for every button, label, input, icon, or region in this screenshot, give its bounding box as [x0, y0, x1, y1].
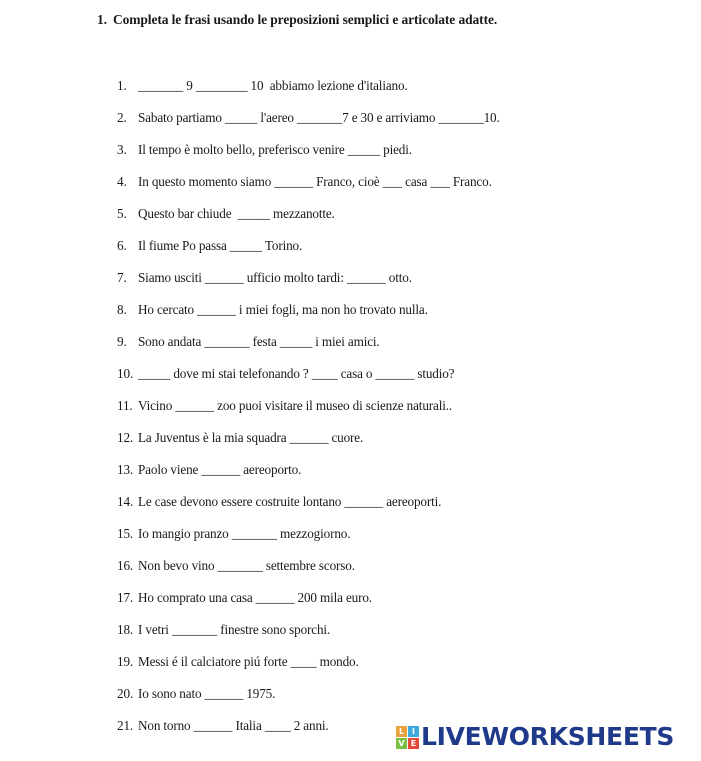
exercise-sentence: Il fiume Po passa _____ Torino.	[138, 238, 303, 253]
exercise-item	[117, 173, 500, 205]
exercise-item	[117, 397, 500, 429]
exercise-item	[117, 109, 500, 141]
exercise-sentence: Questo bar chiude _____ mezzanotte.	[138, 206, 335, 221]
exercise-number: 13.	[117, 462, 134, 477]
exercise-number: 20.	[117, 686, 134, 701]
exercise-sentence: Sabato partiamo _____ l'aereo _______7 e 30 e arriviamo _______10.	[138, 110, 500, 125]
exercise-number: 7.	[117, 270, 127, 285]
exercise-sentence: Paolo viene ______ aereoporto.	[138, 462, 302, 477]
exercise-sentence: Messi é il calciatore piú forte ____ mondo.	[138, 654, 359, 669]
exercise-item	[117, 365, 500, 397]
exercise-item	[117, 621, 500, 653]
exercise-number: 11.	[117, 398, 133, 413]
exercise-item	[117, 653, 500, 685]
exercise-number: 18.	[117, 622, 134, 637]
exercise-sentence: Sono andata _______ festa _____ i miei amici.	[138, 334, 380, 349]
exercise-number: 8.	[117, 302, 127, 317]
exercise-number: 12.	[117, 430, 134, 445]
exercise-number: 3.	[117, 142, 127, 157]
exercise-number: 9.	[117, 334, 127, 349]
exercise-item	[117, 557, 500, 589]
logo-letter-tile: L	[396, 726, 407, 737]
logo-letter-tile: V	[396, 738, 407, 749]
exercise-item	[117, 589, 500, 621]
exercise-sentence: Vicino ______ zoo puoi visitare il museo di scienze naturali..	[138, 398, 453, 413]
exercise-number: 14.	[117, 494, 134, 509]
exercise-number: 16.	[117, 558, 134, 573]
exercise-item	[117, 493, 500, 525]
exercise-sentence: _____ dove mi stai telefonando ? ____ casa o ______ studio?	[138, 366, 455, 381]
exercise-sentence: Ho comprato una casa ______ 200 mila euro.	[138, 590, 372, 605]
exercise-number: 21.	[117, 718, 134, 733]
logo-letter-tile: I	[408, 726, 419, 737]
exercise-number: 15.	[117, 526, 134, 541]
exercise-sentence: Io mangio pranzo _______ mezzogiorno.	[138, 526, 351, 541]
exercise-sentence: Ho cercato ______ i miei fogli, ma non ho trovato nulla.	[138, 302, 428, 317]
heading-number: 1.	[97, 12, 107, 27]
exercise-number: 5.	[117, 206, 127, 221]
exercise-sentence: Non bevo vino _______ settembre scorso.	[138, 558, 355, 573]
liveworksheets-logo	[396, 723, 674, 751]
exercise-sentence: In questo momento siamo ______ Franco, cioè ___ casa ___ Franco.	[138, 174, 492, 189]
exercise-sentence: Siamo usciti ______ ufficio molto tardi: ______ otto.	[138, 270, 412, 285]
exercise-number: 17.	[117, 590, 134, 605]
exercise-sentence: I vetri _______ finestre sono sporchi.	[138, 622, 331, 637]
exercise-sentence: La Juventus è la mia squadra ______ cuore.	[138, 430, 364, 445]
exercise-item	[117, 205, 500, 237]
exercise-number: 19.	[117, 654, 134, 669]
exercise-item	[117, 141, 500, 173]
exercise-number: 4.	[117, 174, 127, 189]
exercise-item	[117, 301, 500, 333]
exercise-item	[117, 77, 500, 109]
logo-letter-tile: E	[408, 738, 419, 749]
logo-letter-grid	[396, 726, 419, 749]
exercise-sentence: _______ 9 ________ 10 abbiamo lezione d'italiano.	[138, 78, 408, 93]
exercise-sentence: Il tempo è molto bello, preferisco venire _____ piedi.	[138, 142, 412, 157]
exercise-item	[117, 685, 500, 717]
heading-text: Completa le frasi usando le preposizioni semplici e articolate adatte.	[112, 12, 498, 27]
exercise-list	[117, 77, 500, 749]
exercise-sentence: Le case devono essere costruite lontano ______ aereoporti.	[138, 494, 442, 509]
exercise-number: 1.	[117, 78, 127, 93]
exercise-item	[117, 461, 500, 493]
exercise-number: 2.	[117, 110, 127, 125]
exercise-item	[117, 525, 500, 557]
logo-text: LIVEWORKSHEETS	[421, 722, 675, 751]
exercise-sentence: Non torno ______ Italia ____ 2 anni.	[138, 718, 329, 733]
exercise-number: 6.	[117, 238, 127, 253]
exercise-item	[117, 429, 500, 461]
exercise-sentence: Io sono nato ______ 1975.	[138, 686, 276, 701]
exercise-item	[117, 269, 500, 301]
exercise-item	[117, 237, 500, 269]
exercise-item	[117, 333, 500, 365]
exercise-heading	[97, 12, 497, 28]
exercise-number: 10.	[117, 366, 134, 381]
